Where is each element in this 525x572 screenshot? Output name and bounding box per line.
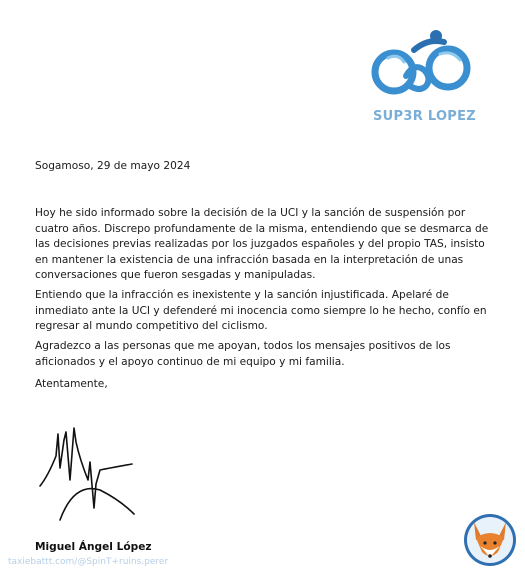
watermark-text: taxiebattt.com/@SpinT+ruins.perer [8,557,169,567]
letter-paragraph-3: Agradezco a las personas que me apoyan, todos los mensajes positivos de los aficionados y el apoyo continuo de mi equipo y mi familia. [35,340,451,368]
fox-icon [462,512,518,568]
letter-paragraph-2: Entiendo que la infracción es inexistente y la sanción injustificada. Apelaré de inmediato ante la UCI y defenderé mi inocencia como siempre lo he hecho, confío en regresar al mundo competitivo del ciclismo. [35,289,487,333]
letter-date: Sogamoso, 29 de mayo 2024 [35,160,191,172]
brand-name: SUP3R LOPEZ [373,109,477,124]
letter-closing: Atentamente, [35,378,108,390]
signer-name: Miguel Ángel López [35,541,152,553]
letter-paragraph-1: Hoy he sido informado sobre la decisión de la UCI y la sanción de suspensión por cuatro años. Discrepo profundamente de la misma, entendiendo que se desmarca de las decisiones previas realizadas por los juzgados españoles y del propio TAS, insisto en mantener la existencia de una infracción basada en la interpretación de unas conversaciones que fueron sesgadas y manipuladas. [35,207,489,282]
signature [30,420,142,524]
